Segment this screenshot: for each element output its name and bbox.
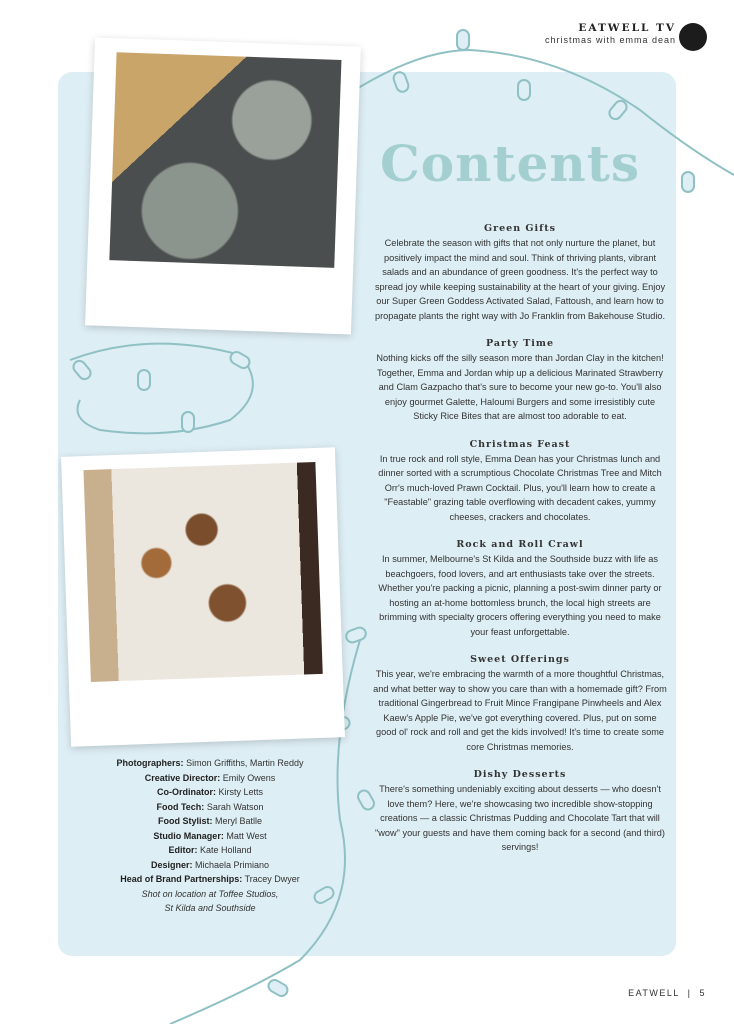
credit-role: Food Tech: [156,801,205,812]
section-title: Dishy Desserts [473,769,567,780]
pinwheels-image [83,462,322,682]
credit-name: Emily Owens [222,772,276,783]
credit-line [100,756,320,771]
credit-name: Tracey Dwyer [244,874,300,884]
credit-role: Food Stylist: [157,816,213,826]
credit-line [100,814,320,829]
credit-role: Co-Ordinator: [156,787,216,797]
section-body: There's something undeniably exciting about desserts — who doesn't love them? Here, we're showcasing two incredible show-stopping creations — a classic Christmas Pudding and Chocolate Tart that will "wow" your guests and have them coming back for a second (and third) servings! [375,784,665,852]
credit-line [100,872,320,887]
page-number: 5 [699,988,706,998]
credit-name: Michaela Primiano [195,859,270,870]
section-body: Nothing kicks off the silly season more than Jordan Clay in the kitchen! Together, Emma and Jordan whip up a delicious Marinated Strawberry and Clam Gazpacho that's sure to become your new go-to. You'll also enjoy gourmet Galette, Haloumi Burgers and some irresistibly cute Sticky Rice Bites that are almost too adorable to eat. [376,353,664,421]
magazine-header [545,22,676,45]
credit-name: Sarah Watson [206,801,264,812]
credit-role: Editor: [168,845,198,855]
photo-galette [85,37,361,334]
section-body: In true rock and roll style, Emma Dean has your Christmas lunch and dinner sorted with a scrumptious Chocolate Christmas Tree and Mitch Orr's much-loved Prawn Cocktail. Plus, you'll learn how to create a "Feastable" grazing table overflowing with decadent cakes, yummy cheeses, crackers and chocolates. [378,453,662,522]
credit-name: Kate Holland [199,845,252,855]
credit-line [100,829,320,844]
section-dishy-desserts [372,768,668,855]
section-title: Green Gifts [484,223,556,234]
credit-role: Head of Brand Partnerships: [120,874,243,884]
section-body: Celebrate the season with gifts that not only nurture the planet, but positively impact the mind and soul. Think of thriving plants, vibrant salads and an abundance of green goodness. It's the perfect way to spread joy while keeping sustainability at the heart of your giving. Enjoy our Super Green Goddess Activated Salad, Fattoush, and learn how to propagate plants the right way with Jo Franklin from Bakehouse Studio. [374,238,666,321]
galette-image [109,52,341,268]
page-title: Contents [380,134,641,193]
section-party-time [372,337,668,424]
credit-name: Kirsty Letts [218,787,264,797]
credit-line [100,858,320,873]
section-rock-and-roll-crawl [372,538,668,639]
credit-role: Designer: [150,859,193,870]
credits [100,756,320,916]
section-body: In summer, Melbourne's St Kilda and the Southside buzz with life as beachgoers, food lovers, and art enthusiasts take over the streets. Whether you're packing a picnic, planning a post-swim dinner party or hosting an at-home bottomless brunch, the local high streets are brimming with specialty grocers offering everything you need to make your feast unforgettable. [378,554,662,637]
credit-line [100,785,320,800]
footer-separator: | [687,988,692,998]
location-note: Shot on location at Toffee Studios, [141,888,279,899]
section-green-gifts [372,222,668,323]
location-note: St Kilda and Southside [164,903,256,913]
header-title: EATWELL TV [578,22,676,34]
credit-name: Matt West [226,830,267,841]
credit-role: Studio Manager: [153,830,224,841]
credit-role: Creative Director: [144,772,221,783]
section-title: Sweet Offerings [470,654,570,665]
credit-line [100,771,320,786]
photo-pinwheels [61,447,345,746]
section-title: Christmas Feast [469,438,571,450]
page-footer [628,988,706,998]
header-subtitle: christmas with emma dean [544,35,676,45]
credit-name: Meryl Batlle [215,816,263,826]
footer-brand: EATWELL [628,988,680,998]
section-sweet-offerings [372,653,668,754]
credit-line [100,800,320,815]
credit-name: Simon Griffiths, Martin Reddy [186,758,304,768]
brand-logo [679,23,707,51]
section-christmas-feast [372,438,668,525]
contents-list [372,222,668,869]
section-title: Party Time [485,338,555,349]
credit-line [100,843,320,858]
section-body: This year, we're embracing the warmth of a more thoughtful Christmas, and what better way to show you care than with a homemade gift? From traditional Gingerbread to Fruit Mince Frangipane Pinwheels and Alex Kaew's Apple Pie, we've got everything covered. Plus, put on some good ol' rock and roll and get the kids involved! It's time to create some core Christmas memories. [373,669,667,752]
section-title: Rock and Roll Crawl [456,539,584,550]
credit-role: Photographers: [116,758,184,768]
